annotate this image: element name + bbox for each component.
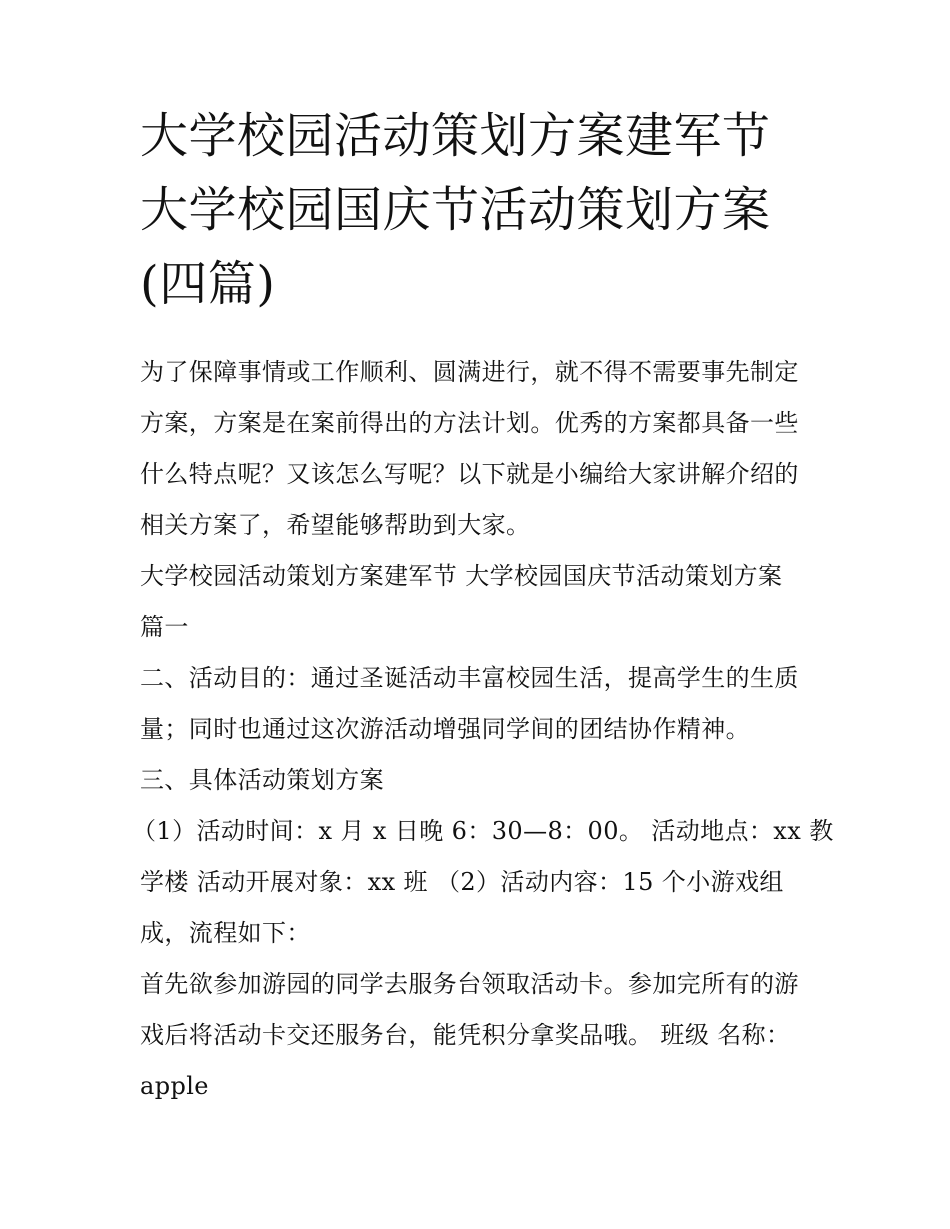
text-line: 二、活动目的：通过圣诞活动丰富校园生活，提高学生的生质	[140, 664, 799, 692]
text-line: 三、具体活动策划方案	[140, 766, 384, 794]
text-line: 戏后将活动卡交还服务台，能凭积分拿奖品哦。 班级 名称：	[140, 1021, 791, 1049]
title-line: 大学校园国庆节活动策划方案	[140, 182, 771, 238]
section-heading	[140, 768, 812, 794]
intro-paragraph	[140, 360, 812, 539]
purpose-paragraph	[140, 666, 812, 743]
text-line: apple	[140, 1072, 209, 1100]
title-line: (四篇)	[140, 256, 276, 312]
subtitle-paragraph	[140, 564, 812, 641]
title-line: 大学校园活动策划方案建军节	[140, 108, 771, 164]
document-title	[140, 108, 820, 334]
text-line: 什么特点呢？又该怎么写呢？以下就是小编给大家讲解介绍的	[140, 460, 799, 488]
details-paragraph	[132, 817, 834, 947]
text-line: 大学校园活动策划方案建军节 大学校园国庆节活动策划方案	[140, 562, 783, 590]
text-line: 篇一	[140, 613, 189, 641]
text-line: 为了保障事情或工作顺利、圆满进行，就不得不需要事先制定	[140, 358, 799, 386]
text-line: 方案，方案是在案前得出的方法计划。优秀的方案都具备一些	[140, 409, 799, 437]
text-line: （1）活动时间：x 月 x 日晚 6：30—8：00。 活动地点：xx 教	[132, 817, 834, 845]
procedure-paragraph	[140, 972, 812, 1100]
text-line: 相关方案了，希望能够帮助到大家。	[140, 511, 531, 539]
text-line: 首先欲参加游园的同学去服务台领取活动卡。参加完所有的游	[140, 970, 799, 998]
text-line: 学楼 活动开展对象：xx 班 （2）活动内容：15 个小游戏组	[140, 868, 784, 896]
text-line: 成，流程如下：	[140, 919, 311, 947]
document-body	[132, 358, 834, 1125]
text-line: 量；同时也通过这次游活动增强同学间的团结协作精神。	[140, 715, 750, 743]
